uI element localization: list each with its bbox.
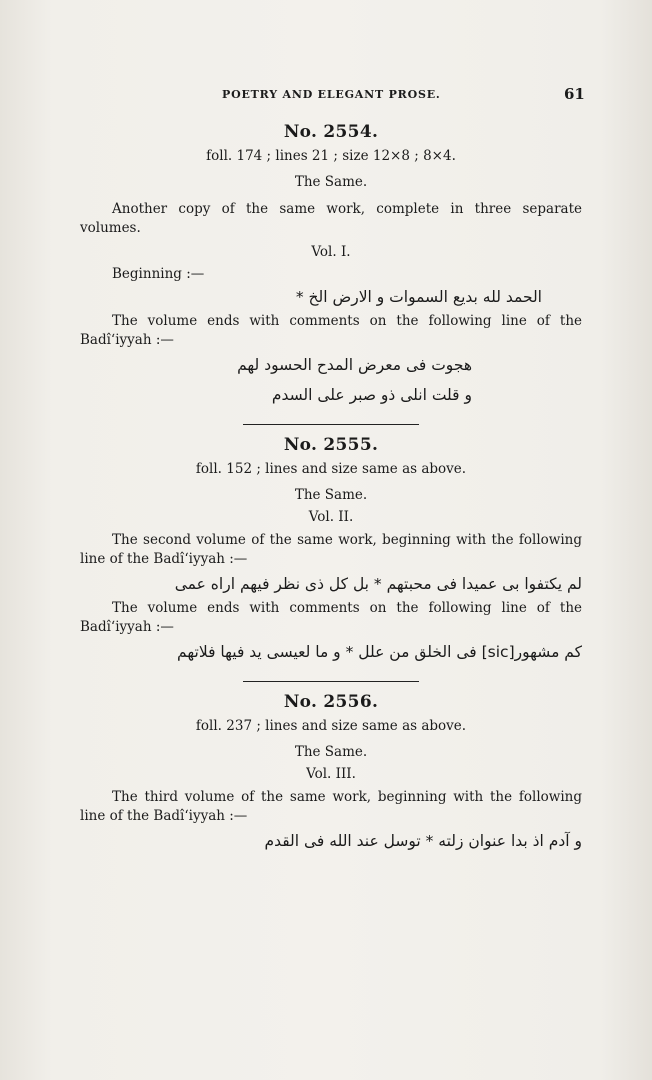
entry-number: No. 2555. bbox=[283, 435, 379, 455]
arabic-beginning: و آدم اذ بدا عنوان زلته * توسل عند الله فى القدم bbox=[264, 832, 582, 850]
entry-2555 bbox=[80, 435, 582, 667]
volume-label: Vol. II. bbox=[308, 509, 354, 525]
entry-title: The Same. bbox=[294, 487, 368, 503]
beginning-label: Beginning :— bbox=[112, 266, 205, 282]
volume-label: Vol. III. bbox=[306, 766, 356, 782]
entry-2556 bbox=[80, 692, 582, 856]
volume-label: Vol. I. bbox=[311, 244, 351, 260]
collation: foll. 174 ; lines 21 ; size 12×8 ; 8×4. bbox=[206, 148, 456, 164]
section-divider bbox=[243, 681, 419, 682]
ending-description: The volume ends with comments on the following line of the Badî‘iyyah :— bbox=[80, 600, 582, 635]
arabic-verse-2: و قلت انلى ذو صبر على السدم bbox=[271, 386, 472, 404]
page-content bbox=[80, 118, 582, 856]
entry-2554 bbox=[80, 122, 582, 410]
entry-title: The Same. bbox=[294, 174, 368, 190]
entry-title: The Same. bbox=[294, 744, 368, 760]
arabic-ending: كم مشهور[sic] فى الخلق من علل * و ما لعيسى يد فيها فلاتهم bbox=[177, 643, 582, 661]
collation: foll. 237 ; lines and size same as above. bbox=[195, 718, 467, 734]
running-head: POETRY AND ELEGANT PROSE. bbox=[222, 88, 441, 101]
arabic-verse-1: هجوت فى معرض المدح الحسود لهم bbox=[237, 356, 472, 374]
arabic-beginning: الحمد لله بديع السموات و الارض الخ * bbox=[295, 288, 542, 306]
ending-description: The volume ends with comments on the following line of the Badî‘iyyah :— bbox=[80, 313, 582, 348]
entry-number: No. 2554. bbox=[283, 122, 379, 142]
description: Another copy of the same work, complete in three separate volumes. bbox=[80, 201, 582, 236]
arabic-beginning: لم يكتفوا بى عميدا فى محبتهم * بل كل ذى نظر فيهم اراه عمى bbox=[174, 575, 582, 593]
page-number: 61 bbox=[564, 85, 585, 103]
entry-number: No. 2556. bbox=[283, 692, 379, 712]
description: The third volume of the same work, beginning with the following line of the Badî‘iyyah :— bbox=[80, 789, 582, 824]
collation: foll. 152 ; lines and size same as above. bbox=[195, 461, 467, 477]
section-divider bbox=[243, 424, 419, 425]
description: The second volume of the same work, beginning with the following line of the Badî‘iyyah :— bbox=[80, 532, 582, 567]
